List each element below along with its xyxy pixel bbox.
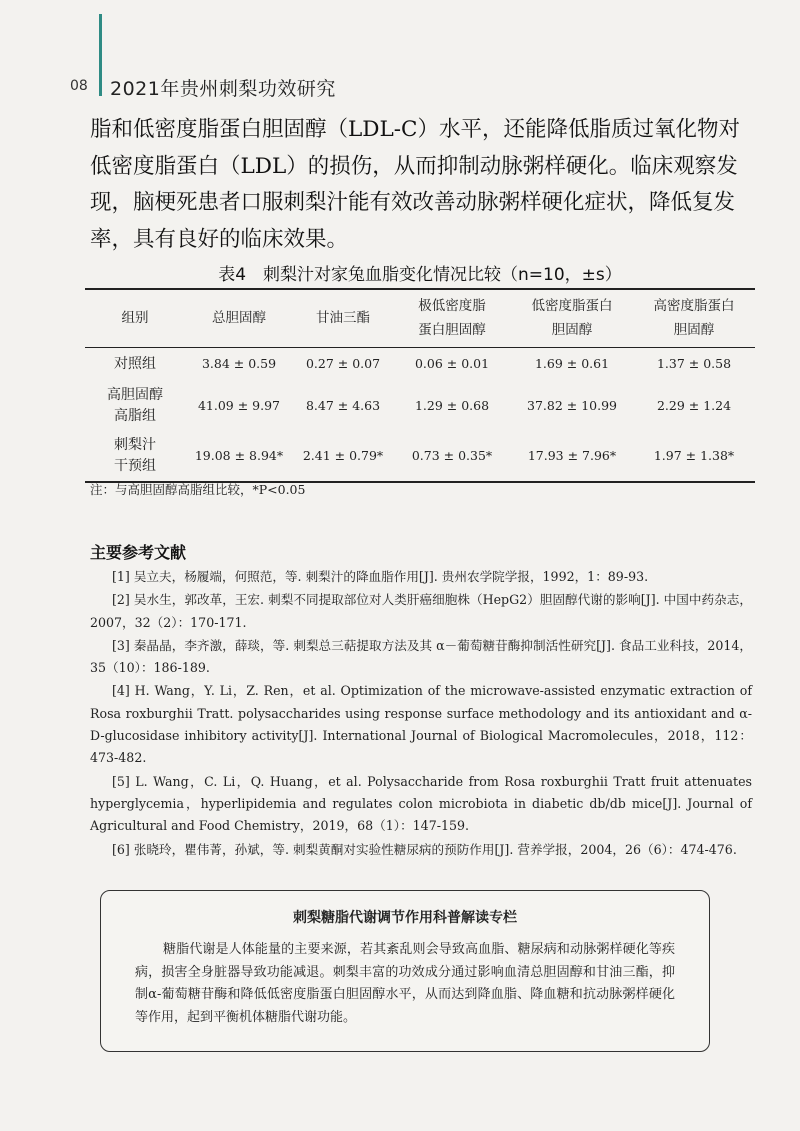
cell-value: 1.37 ± 0.58	[656, 356, 732, 372]
reference-item: [5] L. Wang，C. Li，Q. Huang，et al. Polysaccharide from Rosa roxburghii Tratt fruit attenuates hyperglycemia，hyperlipidemia and regulates colon microbiota in diabetic db/db mice[J]. Journal of Agricultural and Food Chemistry，2019，68（1）：147-159.	[90, 773, 752, 834]
cell-value: 0.06 ± 0.01	[414, 356, 490, 372]
box-text: 糖脂代谢是人体能量的主要来源，若其紊乱则会导致高血脂、糖尿病和动脉粥样硬化等疾病，损害全身脏器导致功能减退。刺梨丰富的功效成分通过影响血清总胆固醇和甘油三酯，抑制α-葡萄糖苷酶和降低低密度脂蛋白胆固醇水平，从而达到降血脂、降血糖和抗动脉粥样硬化等作用，起到平衡机体糖脂代谢功能。	[135, 942, 675, 1025]
cell-value: 41.09 ± 9.97	[197, 398, 281, 413]
reference-item: [4] H. Wang，Y. Li，Z. Ren，et al. Optimization of the microwave-assisted enzymatic extraction of Rosa roxburghii Tratt. polysaccharides using response surface methodology and its antioxidant and α-D-glucosidase inhibitory activity[J]. International Journal of Biological Macromolecules，2018，112：473-482.	[90, 683, 752, 766]
table-header-row	[85, 289, 755, 347]
cell-value: 8.47 ± 4.63	[305, 398, 381, 413]
col-header-tc: 总胆固醇	[212, 310, 266, 327]
cell-value: 19.08 ± 8.94*	[194, 448, 284, 463]
page-number: 08	[70, 78, 88, 94]
reference-item: [3] 秦晶晶，李齐激，薛琰，等. 刺梨总三萜提取方法及其 α－葡萄糖苷酶抑制活性研究[J]. 食品工业科技，2014，35（10）：186-189.	[90, 637, 752, 676]
col-header-tg: 甘油三酯	[316, 310, 370, 327]
reference-item: [2] 吴水生，郭改革，王宏. 刺梨不同提取部位对人类肝癌细胞株（HepG2）胆固醇代谢的影响[J]. 中国中药杂志，2007，32（2）：170-171.	[90, 592, 752, 630]
cell-value: 1.69 ± 0.61	[534, 356, 610, 372]
col-header-group: 组别	[121, 310, 149, 327]
table-caption: 表4 刺梨汁对家兔血脂变化情况比较（n=10，±s）	[218, 265, 622, 285]
col-header-vldl: 极低密度脂蛋白胆固醇	[418, 298, 486, 339]
body-paragraph: 脂和低密度脂蛋白胆固醇（LDL-C）水平，还能降低脂质过氧化物对低密度脂蛋白（LDL）的损伤，从而抑制动脉粥样硬化。临床观察发现，脑梗死患者口服刺梨汁能有效改善动脉粥样硬化症状，降低复发率，具有良好的临床效果。	[90, 117, 741, 252]
cell-value: 0.27 ± 0.07	[305, 356, 381, 372]
table-row	[85, 347, 755, 381]
table-note: 注：与高胆固醇高脂组比较，*P<0.05	[90, 482, 306, 497]
header-accent-line	[99, 14, 102, 96]
lipid-table	[85, 288, 755, 483]
cell-group: 对照组	[114, 355, 156, 372]
reference-item: [6] 张晓玲，瞿伟菁，孙斌，等. 刺梨黄酮对实验性糖尿病的预防作用[J]. 营养学报，2004，26（6）：474-476.	[112, 841, 737, 857]
cell-value: 37.82 ± 10.99	[527, 398, 617, 413]
cell-group: 刺梨汁干预组	[114, 437, 156, 474]
table-row	[85, 381, 755, 431]
references-list	[90, 566, 752, 862]
cell-value: 1.29 ± 0.68	[414, 398, 490, 413]
cell-value: 17.93 ± 7.96*	[527, 448, 617, 463]
cell-value: 3.84 ± 0.59	[201, 356, 277, 372]
references-heading: 主要参考文献	[90, 543, 187, 562]
science-column-box	[100, 890, 710, 1052]
cell-group: 高胆固醇高脂组	[107, 387, 163, 424]
reference-item: [1] 吴立夫，杨履端，何照范，等. 刺梨汁的降血脂作用[J]. 贵州农学院学报，1992，1：89-93.	[112, 569, 649, 584]
cell-value: 0.73 ± 0.35*	[411, 448, 493, 463]
table-row	[85, 431, 755, 482]
col-header-hdl: 高密度脂蛋白胆固醇	[653, 298, 735, 339]
box-title: 刺梨糖脂代谢调节作用科普解读专栏	[293, 910, 517, 926]
cell-value: 2.41 ± 0.79*	[302, 448, 384, 463]
cell-value: 1.97 ± 1.38*	[653, 448, 735, 463]
running-title: 2021年贵州刺梨功效研究	[110, 78, 336, 100]
cell-value: 2.29 ± 1.24	[656, 398, 732, 413]
col-header-ldl: 低密度脂蛋白胆固醇	[531, 298, 613, 339]
